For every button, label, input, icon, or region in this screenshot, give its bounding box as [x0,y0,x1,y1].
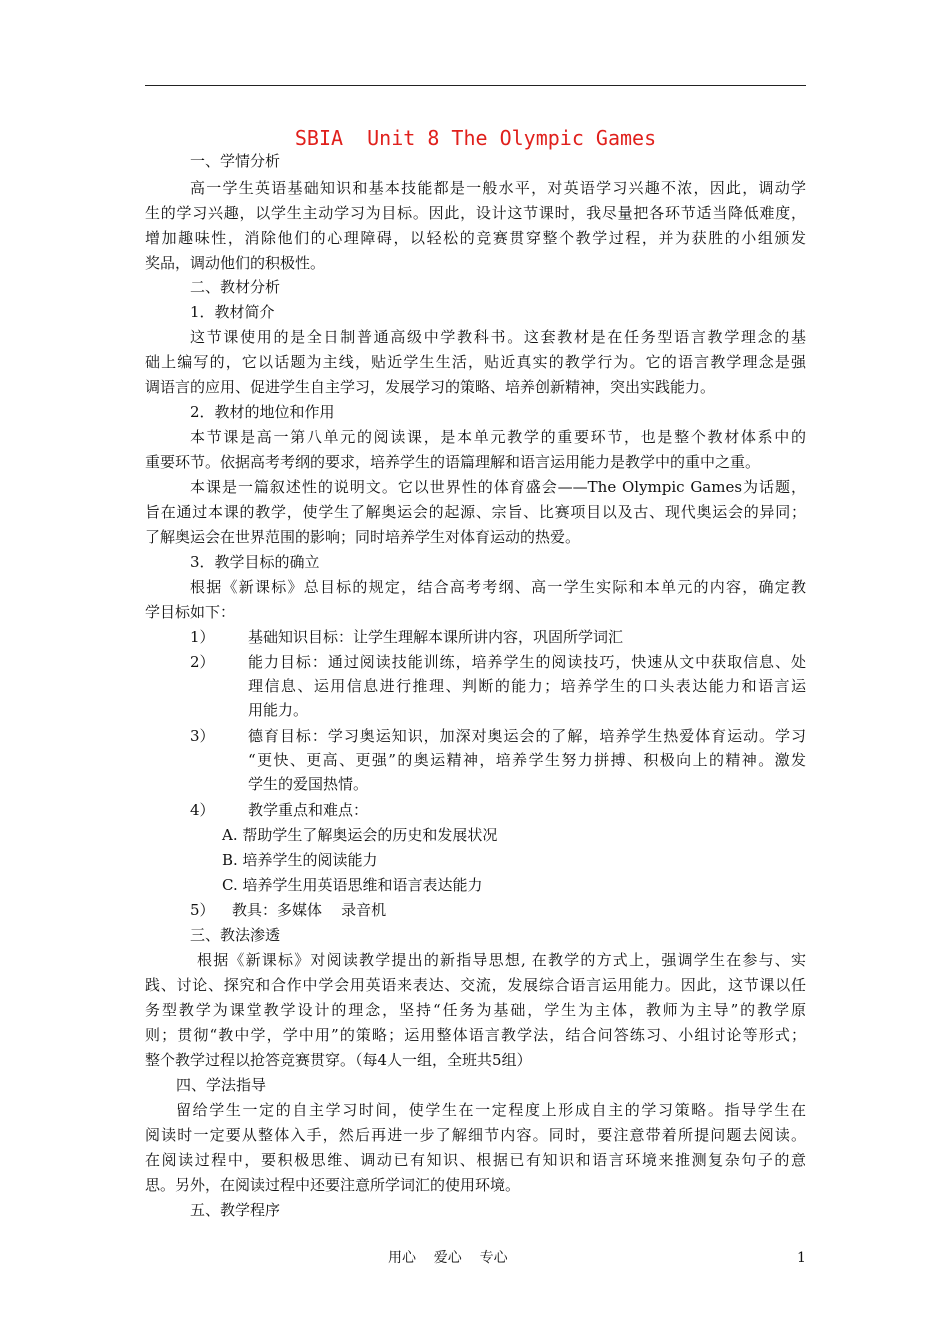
paragraph-line: 奖品，调动他们的积极性。 [145,254,326,272]
list-number: 2） [190,653,215,671]
paragraph-line: 这节课使用的是全日制普通高级中学教科书。这套教材是在任务型语言教学理念的基 [190,328,806,346]
paragraph-line: 在阅读过程中，要积极思维、调动已有知识、根据已有知识和语言环境来推测复杂句子的意 [145,1151,806,1169]
document-title: SBIA Unit 8 The Olympic Games [294,126,657,150]
section-heading: 四、学法指导 [176,1076,267,1094]
paragraph-line: 学目标如下： [145,603,236,621]
page-number: 1 [797,1250,806,1266]
header-rule [145,85,806,86]
list-item-text: 教具：多媒体 录音机 [232,901,387,919]
list-number: 3） [190,727,215,745]
list-number: 4） [190,801,215,819]
paragraph-line: 高一学生英语基础知识和基本技能都是一般水平，对英语学习兴趣不浓，因此，调动学 [190,179,806,197]
list-item-text: 理信息、运用信息进行推理、判断的能力；培养学生的口头表达能力和语言运 [248,677,806,695]
sub-list-item: B. 培养学生的阅读能力 [222,851,378,869]
sub-list-item: A. 帮助学生了解奥运会的历史和发展状况 [222,826,498,844]
paragraph-line: 了解奥运会在世界范围的影响；同时培养学生对体育运动的热爱。 [145,528,581,546]
paragraph-line: 整个教学过程以抢答竞赛贯穿。（每4人一组，全班共5组） [145,1051,532,1069]
paragraph-line: 阅读时一定要从整体入手，然后再进一步了解细节内容。同时，要注意带着所提问题去阅读。 [145,1126,806,1144]
subsection-heading: 3．教学目标的确立 [190,553,320,571]
list-item-text: 教学重点和难点： [248,801,369,819]
paragraph-line: 础上编写的，它以话题为主线，贴近学生生活，贴近真实的教学行为。它的语言教学理念是强 [145,353,806,371]
paragraph-line: 留给学生一定的自主学习时间，使学生在一定程度上形成自主的学习策略。指导学生在 [176,1101,806,1119]
paragraph-line: 旨在通过本课的教学，使学生了解奥运会的起源、宗旨、比赛项目以及古、现代奥运会的异同； [145,503,806,521]
paragraph-line: 生的学习兴趣，以学生主动学习为目标。因此，设计这节课时，我尽量把各环节适当降低难度， [145,204,806,222]
section-heading: 二、教材分析 [190,278,281,296]
list-item-text: “更快、更高、更强”的奥运精神，培养学生努力拼搏、积极向上的精神。激发 [248,751,806,769]
list-item-text: 基础知识目标：让学生理解本课所讲内容，巩固所学词汇 [248,628,624,646]
list-number: 5） [190,901,215,919]
section-heading: 一、学情分析 [190,152,281,170]
paragraph-line: 思。另外，在阅读过程中还要注意所学词汇的使用环境。 [145,1176,521,1194]
subsection-heading: 2．教材的地位和作用 [190,403,335,421]
list-item-text: 用能力。 [248,701,309,719]
sub-list-item: C. 培养学生用英语思维和语言表达能力 [222,876,483,894]
paragraph-line: 重要环节。依据高考考纲的要求，培养学生的语篇理解和语言运用能力是教学中的重中之重。 [145,453,761,471]
section-heading: 三、教法渗透 [190,926,281,944]
paragraph-line: 根据《新课标》总目标的规定，结合高考考纲、高一学生实际和本单元的内容，确定教 [190,578,806,596]
paragraph-line: 增加趣味性，消除他们的心理障碍，以轻松的竞赛贯穿整个教学过程，并为获胜的小组颁发 [145,229,806,247]
paragraph-line: 根据《新课标》对阅读教学提出的新指导思想, 在教学的方式上，强调学生在参与、实 [197,951,806,969]
list-item-text: 学生的爱国热情。 [248,775,369,793]
subsection-heading: 1．教材简介 [190,303,275,321]
paragraph-line: 务型教学为课堂教学设计的理念，坚持“任务为基础，学生为主体，教师为主导”的教学原 [145,1001,806,1019]
list-number: 1） [190,628,215,646]
paragraph-line: 则；贯彻“教中学，学中用”的策略；运用整体语言教学法，结合问答练习、小组讨论等形式； [145,1026,806,1044]
paragraph-line: 本课是一篇叙述性的说明文。它以世界性的体育盛会——The Olympic Games为话题， [190,478,806,496]
footer-motto: 用心 爱心 专心 [388,1250,508,1266]
paragraph-line: 调语言的应用、促进学生自主学习，发展学习的策略、培养创新精神，突出实践能力。 [145,378,716,396]
list-item-text: 能力目标：通过阅读技能训练，培养学生的阅读技巧，快速从文中获取信息、处 [248,653,806,671]
paragraph-line: 本节课是高一第八单元的阅读课，是本单元教学的重要环节，也是整个教材体系中的 [190,428,806,446]
section-heading: 五、教学程序 [190,1201,281,1219]
paragraph-line: 践、讨论、探究和合作中学会用英语来表达、交流，发展综合语言运用能力。因此，这节课以任 [145,976,806,994]
list-item-text: 德育目标：学习奥运知识，加深对奥运会的了解，培养学生热爱体育运动。学习 [248,727,806,745]
